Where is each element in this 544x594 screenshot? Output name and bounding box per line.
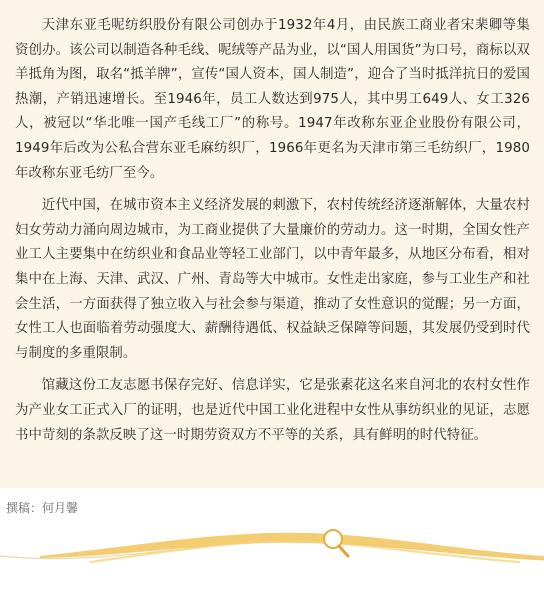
- decorative-wave-divider: [0, 516, 544, 594]
- paragraph-collection-note: 馆藏这份工友志愿书保存完好、信息详实，它是张素花这名来自河北的农村女性作为产业女工正式入厂的证明，也是近代中国工业化进程中女性从事纺织业的见证，志愿书中苛刻的条款反映了这一时期劳资双方不平等的关系，具有鲜明的时代特征。: [15, 378, 530, 443]
- paragraph-women-workers: 近代中国，在城市资本主义经济发展的刺激下，农村传统经济逐渐解体，大量农村妇女劳动力涌向周边城市，为工商业提供了大量廉价的劳动力。这一时期，全国女性产业工人主要集中在纺织业和食品业等轻工业部门，以中青年最多，从地区分布看，相对集中在上海、天津、武汉、广州、青岛等大中城市。女性走出家庭，参与工业生产和社会生活，一方面获得了独立收入与社会参与渠道，推动了女性意识的觉醒；另一方面，女性工人也面临着劳动强度大、薪酬待遇低、权益缺乏保障等问题，其发展仍受到时代与制度的多重限制。: [15, 198, 530, 361]
- editor-name: 何月馨: [42, 501, 79, 515]
- editor-label: 撰稿：: [6, 501, 43, 515]
- paragraph-company-history: 天津东亚毛呢纺织股份有限公司创办于1932年4月，由民族工商业者宋棐卿等集资创办。该公司以制造各种毛线、呢绒等产品为业，以“国人用国货”为口号，商标以双羊抵角为图，取名“抵羊牌”，宣传“国人资本，国人制造”，迎合了当时抵洋抗日的爱国热潮，产销迅速增长。至1946年，员工人数达到975人，其中男工649人、女工326人，被冠以“华北唯一国产毛线工厂”的称号。1947年改称东亚企业股份有限公司，1949年后改为公私合营东亚毛麻纺织厂，1966年更名为天津市第三毛纺织厂，1980年改称东亚毛纺厂至今。: [15, 18, 530, 181]
- article-content: [15, 14, 530, 456]
- editor-credit: [6, 500, 78, 516]
